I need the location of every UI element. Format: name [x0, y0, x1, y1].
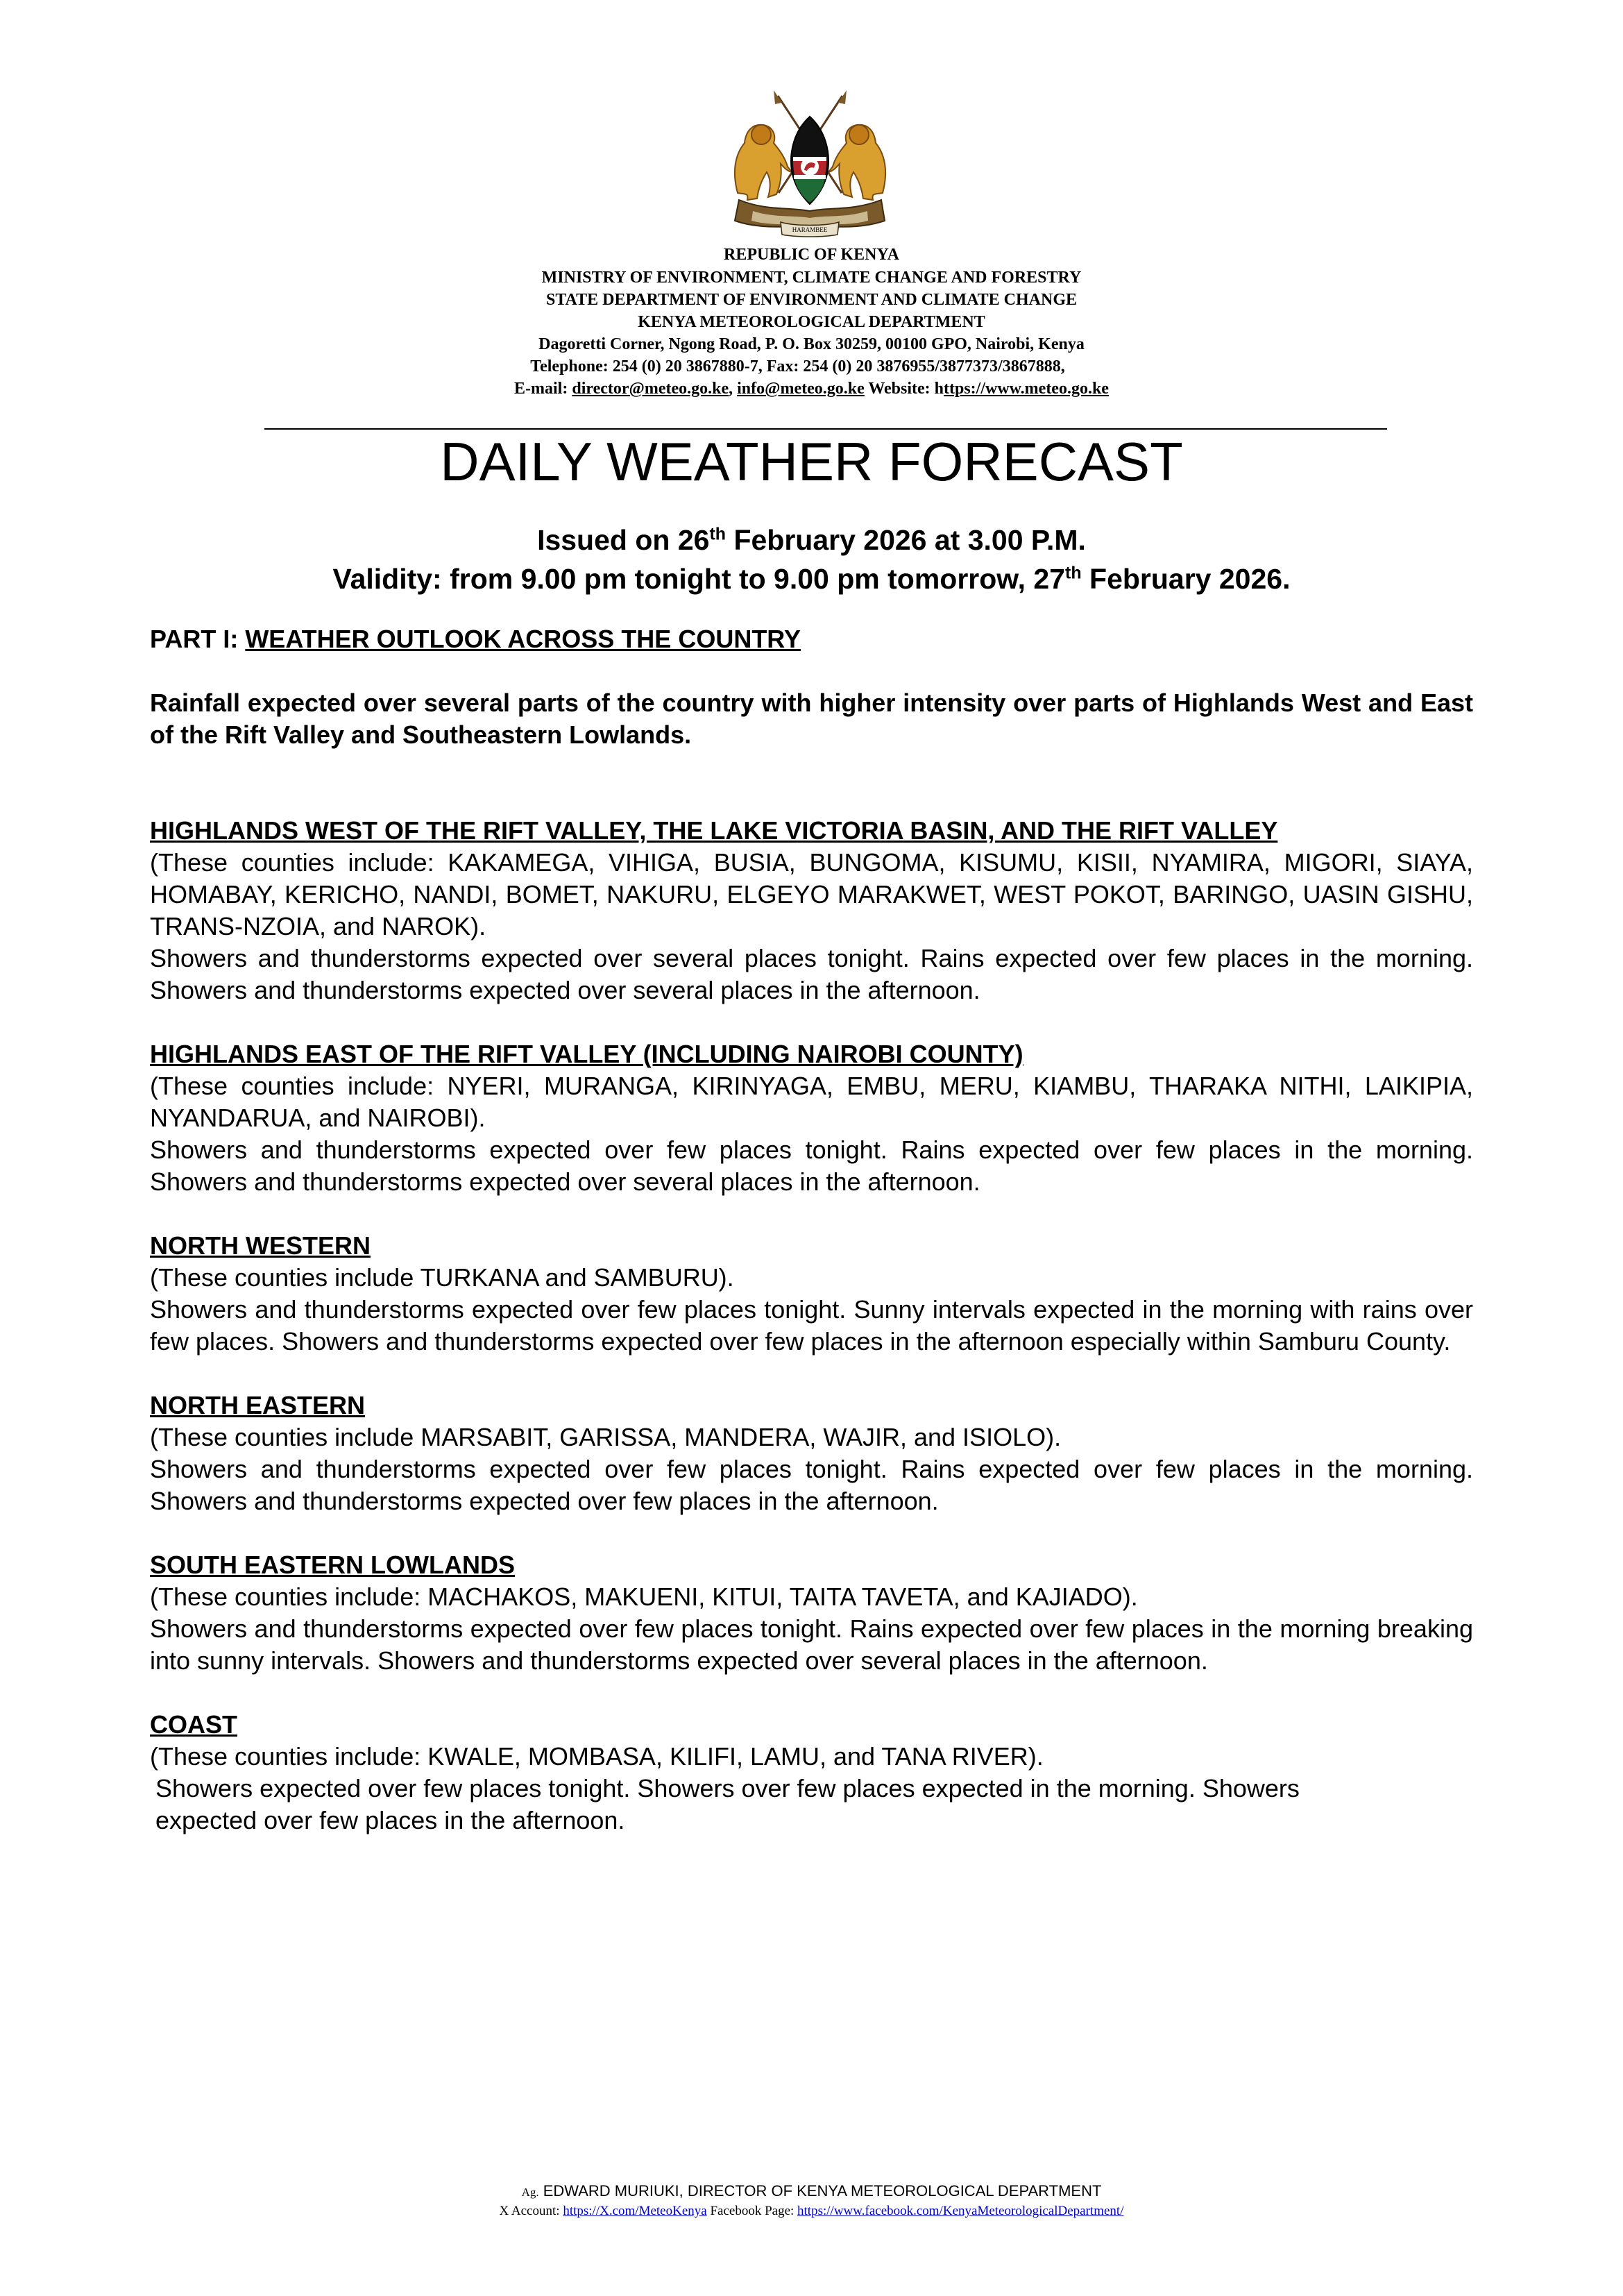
- letterhead-telephone: Telephone: 254 (0) 20 3867880-7, Fax: 254 (0) 20 3876955/3877373/3867888,: [530, 357, 1065, 375]
- email-link-director[interactable]: director@meteo.go.ke: [572, 380, 729, 398]
- letterhead-state-department: STATE DEPARTMENT OF ENVIRONMENT AND CLIMATE CHANGE: [545, 291, 1077, 309]
- letterhead-contact-line: [0, 378, 1623, 400]
- website-link[interactable]: ttps://www.meteo.go.ke: [944, 380, 1109, 398]
- website-label: Website: h: [864, 380, 944, 398]
- region-counties: (These counties include: KWALE, MOMBASA, KILIFI, LAMU, and TANA RIVER).: [150, 1742, 1044, 1771]
- letterhead-department: KENYA METEOROLOGICAL DEPARTMENT: [638, 313, 985, 331]
- region-counties: (These counties include: MACHAKOS, MAKUENI, KITUI, TAITA TAVETA, and KAJIADO).: [150, 1582, 1138, 1611]
- letterhead-republic: REPUBLIC OF KENYA: [724, 246, 899, 264]
- region-counties: (These counties include MARSABIT, GARISSA, MANDERA, WAJIR, and ISIOLO).: [150, 1423, 1062, 1451]
- signatory-name: EDWARD MURIUKI, DIRECTOR OF KENYA METEOROLOGICAL DEPARTMENT: [538, 2182, 1102, 2200]
- region-forecast: Showers and thunderstorms expected over several places tonight. Rains expected over few places in the morning. Showers and thunderstorms expected over several places in the afternoon.: [150, 944, 1473, 1004]
- footer: [0, 2181, 1623, 2220]
- issued-text-rest: February 2026 at 3.00 P.M.: [726, 524, 1086, 556]
- validity-text-rest: February 2026.: [1081, 563, 1291, 595]
- issued-text: Issued on 26: [537, 524, 710, 556]
- region-heading: COAST: [150, 1710, 237, 1739]
- signatory-line: [0, 2181, 1623, 2202]
- validity-line: [0, 559, 1623, 598]
- x-account-link[interactable]: https://X.com/MeteoKenya: [563, 2204, 707, 2218]
- part-heading: [150, 623, 1473, 655]
- email-link-info[interactable]: info@meteo.go.ke: [737, 380, 865, 398]
- validity-ordinal: th: [1065, 563, 1082, 583]
- region-heading: HIGHLANDS WEST OF THE RIFT VALLEY, THE LAKE VICTORIA BASIN, AND THE RIFT VALLEY: [150, 816, 1278, 845]
- social-links-line: [0, 2202, 1623, 2220]
- part-title: WEATHER OUTLOOK ACROSS THE COUNTRY: [245, 625, 801, 653]
- region-heading: SOUTH EASTERN LOWLANDS: [150, 1551, 515, 1579]
- region-forecast: Showers and thunderstorms expected over few places tonight. Rains expected over few places in the morning breaking into sunny intervals. Showers and thunderstorms expected over several places in the afternoon.: [150, 1614, 1473, 1675]
- outlook-summary: Rainfall expected over several parts of the country with higher intensity over parts of Highlands West and East of the Rift Valley and Southeastern Lowlands.: [150, 689, 1473, 749]
- region-forecast: Showers and thunderstorms expected over few places tonight. Sunny intervals expected in the morning with rains over few places. Showers and thunderstorms expected over few places in the afternoon especially within Samburu County.: [150, 1295, 1473, 1356]
- forecast-body: [150, 623, 1473, 1837]
- acting-abbrev: Ag.: [521, 2186, 539, 2199]
- issued-line: [0, 521, 1623, 559]
- x-account-label: X Account:: [499, 2204, 563, 2218]
- facebook-link[interactable]: https://www.facebook.com/KenyaMeteorologicalDepartment/: [797, 2204, 1124, 2218]
- coat-of-arms-emblem: [725, 89, 895, 238]
- region-south-eastern-lowlands: [150, 1549, 1473, 1677]
- part-label: PART I:: [150, 625, 246, 653]
- region-heading: HIGHLANDS EAST OF THE RIFT VALLEY (INCLUDING NAIROBI COUNTY): [150, 1040, 1023, 1068]
- facebook-label: Facebook Page:: [706, 2204, 798, 2218]
- region-forecast: Showers expected over few places tonight. Showers over few places expected in the morning. Showers expected over few places in the afternoon.: [155, 1774, 1300, 1834]
- email-label: E-mail:: [514, 380, 572, 398]
- region-forecast: Showers and thunderstorms expected over few places tonight. Rains expected over few places in the morning. Showers and thunderstorms expected over several places in the afternoon.: [150, 1136, 1473, 1196]
- region-north-eastern: [150, 1390, 1473, 1517]
- region-highlands-east: [150, 1038, 1473, 1198]
- region-highlands-west: [150, 815, 1473, 1006]
- validity-text: Validity: from 9.00 pm tonight to 9.00 pm tomorrow, 27: [332, 563, 1066, 595]
- issued-ordinal: th: [709, 524, 726, 544]
- region-heading: NORTH EASTERN: [150, 1391, 366, 1419]
- region-counties: (These counties include: KAKAMEGA, VIHIGA, BUSIA, BUNGOMA, KISUMU, KISII, NYAMIRA, MIGORI, SIAYA, HOMABAY, KERICHO, NANDI, BOMET, NAKURU, ELGEYO MARAKWET, WEST POKOT, BARINGO, UASIN GISHU, TRANS-NZOIA, and NAROK).: [150, 848, 1473, 940]
- region-heading: NORTH WESTERN: [150, 1231, 371, 1260]
- region-counties: (These counties include TURKANA and SAMBURU).: [150, 1263, 734, 1292]
- region-north-western: [150, 1230, 1473, 1358]
- svg-text:HARAMBEE: HARAMBEE: [792, 226, 828, 233]
- letterhead-address: Dagoretti Corner, Ngong Road, P. O. Box 30259, 00100 GPO, Nairobi, Kenya: [538, 335, 1085, 353]
- region-coast: [150, 1709, 1473, 1837]
- letterhead-ministry: MINISTRY OF ENVIRONMENT, CLIMATE CHANGE AND FORESTRY: [541, 269, 1082, 287]
- email-separator: ,: [729, 380, 738, 398]
- document-title: DAILY WEATHER FORECAST: [440, 431, 1183, 492]
- region-counties: (These counties include: NYERI, MURANGA, KIRINYAGA, EMBU, MERU, KIAMBU, THARAKA NITHI, LAIKIPIA, NYANDARUA, and NAIROBI).: [150, 1072, 1473, 1132]
- region-forecast: Showers and thunderstorms expected over few places tonight. Rains expected over few places in the morning. Showers and thunderstorms expected over few places in the afternoon.: [150, 1455, 1473, 1515]
